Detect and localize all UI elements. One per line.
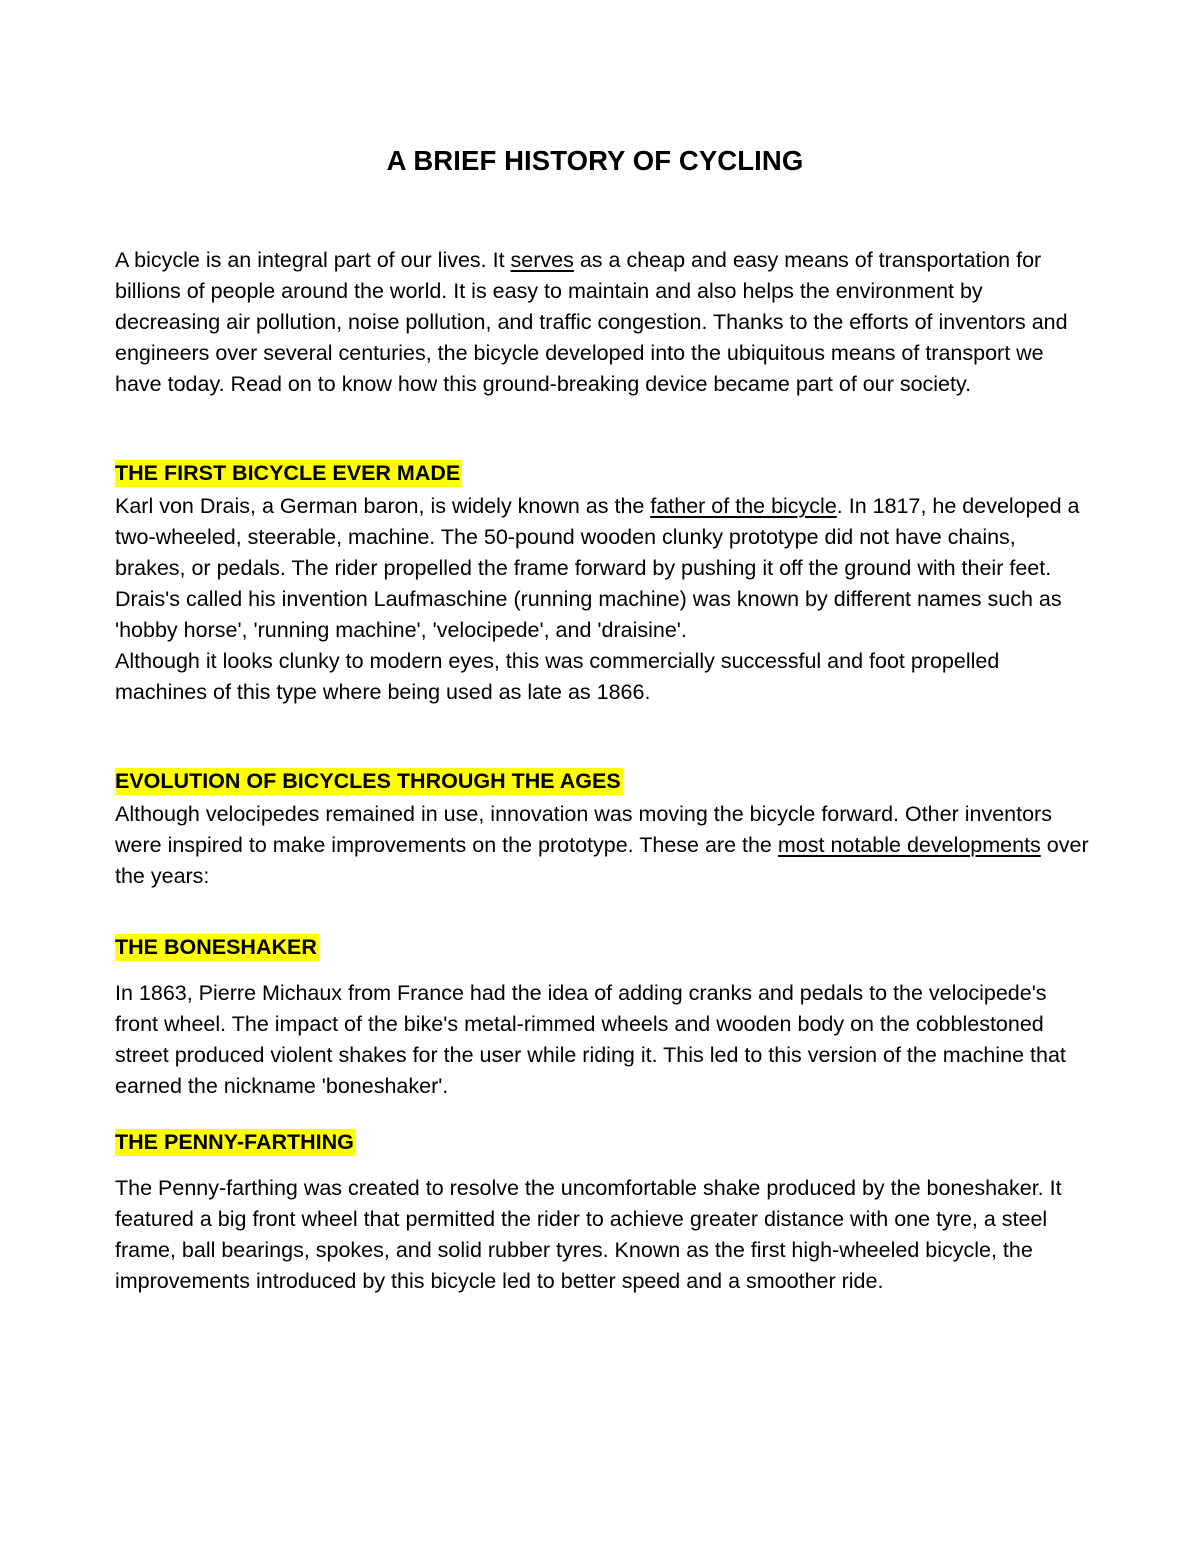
evolution-text-2: over the years: <box>115 833 1089 888</box>
evolution-heading: EVOLUTION OF BICYCLES THROUGH THE AGES <box>115 769 621 793</box>
serves-underlined: serves <box>510 248 574 272</box>
intro-text-1: A bicycle is an integral part of our lives. It <box>115 248 511 272</box>
page-title: A BRIEF HISTORY OF CYCLING <box>386 145 804 176</box>
penny-farthing-heading: THE PENNY-FARTHING <box>115 1130 354 1154</box>
boneshaker-paragraph: In 1863, Pierre Michaux from France had the idea of adding cranks and pedals to the velocipede's front wheel. The impact of the bike's metal-rimmed wheels and wooden body on the cobblestoned street produced violent shakes for the user while riding it. This led to this version of the machine that earned the nickname 'boneshaker'. <box>115 981 1066 1098</box>
first-bicycle-paragraph-1 <box>115 491 1090 646</box>
penny-farthing-section <box>115 1129 1090 1297</box>
intro-paragraph <box>115 245 1090 400</box>
evolution-section <box>115 768 1090 892</box>
father-of-bicycle-underlined: father of the bicycle <box>650 494 837 518</box>
first-bicycle-paragraph-2: Although it looks clunky to modern eyes, this was commercially successful and foot propelled machines of this type where being used as late as 1866. <box>115 649 1000 704</box>
evolution-text-1: Although velocipedes remained in use, innovation was moving the bicycle forward. Other inventors were inspired to make improvements on the prototype. These are the <box>115 802 1052 857</box>
boneshaker-heading: THE BONESHAKER <box>115 935 317 959</box>
boneshaker-section <box>115 934 1090 1102</box>
first-bicycle-heading: THE FIRST BICYCLE EVER MADE <box>115 461 461 485</box>
first-bicycle-section <box>115 460 1090 708</box>
most-notable-underlined: most notable developments <box>777 833 1041 857</box>
intro-section <box>115 245 1090 400</box>
first-text-1: Karl von Drais, a German baron, is widely known as the <box>115 494 651 518</box>
first-text-2: . In 1817, he developed a two-wheeled, steerable, machine. The 50-pound wooden clunky prototype did not have chains, brakes, or pedals. The rider propelled the frame forward by pushing it off the ground with their feet. Drais's called his invention Laufmaschine (running machine) was known by different names such as 'hobby horse', 'running machine', 'velocipede', and 'draisine'. <box>115 494 1080 642</box>
intro-text-2: as a cheap and easy means of transportation for billions of people around the world. It is easy to maintain and also helps the environment by decreasing air pollution, noise pollution, and traffic congestion. Thanks to the efforts of inventors and engineers over several centuries, the bicycle developed into the ubiquitous means of transport we have today. Read on to know how this ground-breaking device became part of our society. <box>115 248 1068 396</box>
evolution-paragraph <box>115 799 1090 892</box>
penny-farthing-paragraph: The Penny-farthing was created to resolve the uncomfortable shake produced by the boneshaker. It featured a big front wheel that permitted the rider to achieve greater distance with one tyre, a steel frame, ball bearings, spokes, and solid rubber tyres. Known as the first high-wheeled bicycle, the improvements introduced by this bicycle led to better speed and a smoother ride. <box>115 1176 1062 1293</box>
